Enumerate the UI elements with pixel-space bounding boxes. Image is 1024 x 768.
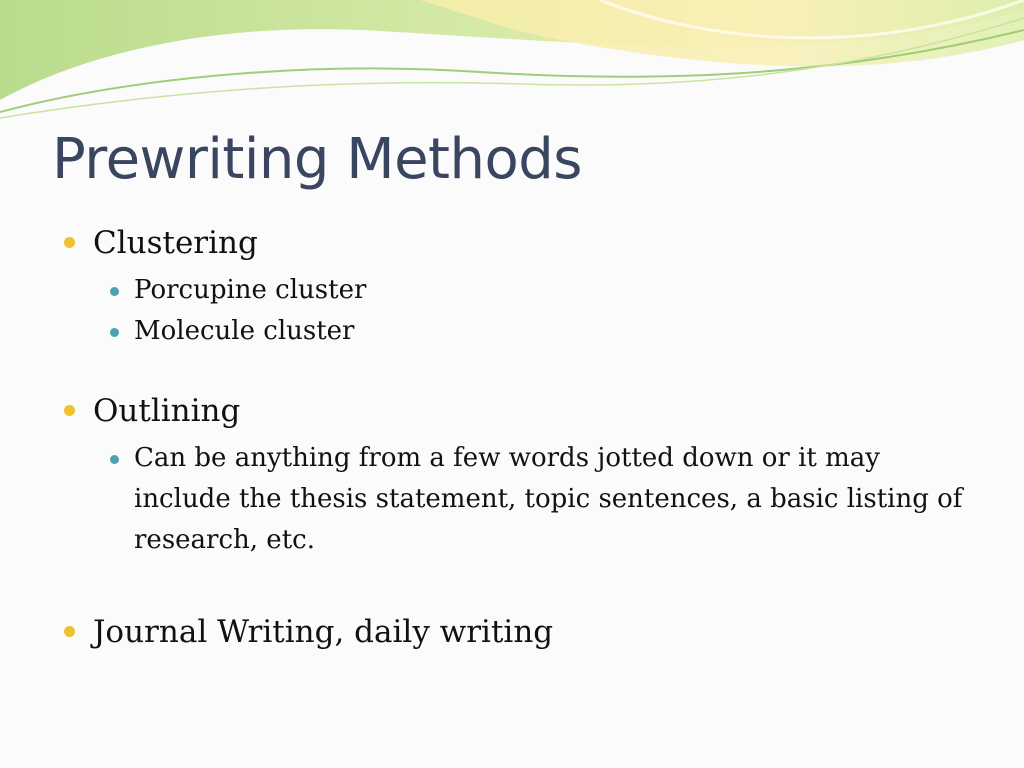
sub-bullet-text: Molecule cluster xyxy=(134,316,355,346)
sub-bullet-text: Porcupine cluster xyxy=(134,275,367,305)
bullet-dot-icon xyxy=(64,237,75,248)
bullet-dot-icon xyxy=(64,626,75,637)
sub-bullet-list xyxy=(104,438,980,561)
bullet-list xyxy=(60,224,980,651)
slide-title: Prewriting Methods xyxy=(52,127,582,192)
sub-bullet-dot-icon xyxy=(110,328,119,337)
bullet-text: Outlining xyxy=(93,393,241,429)
sub-bullet-dot-icon xyxy=(110,287,119,296)
sub-bullet-text: Can be anything from a few words jotted down or it may include the thesis statement, topic sentences, a basic listing of research, etc. xyxy=(134,443,963,555)
bullet-text: Journal Writing, daily writing xyxy=(93,614,554,650)
sub-bullet-porcupine xyxy=(104,270,964,311)
sub-bullet-dot-icon xyxy=(110,455,119,464)
sub-bullet-list xyxy=(104,270,980,352)
decorative-wave-banner xyxy=(0,0,1024,130)
bullet-outlining xyxy=(60,392,980,430)
bullet-text: Clustering xyxy=(93,225,258,261)
sub-bullet-molecule xyxy=(104,311,964,352)
bullet-dot-icon xyxy=(64,405,75,416)
bullet-clustering xyxy=(60,224,980,262)
sub-bullet-outlining-detail xyxy=(104,438,964,561)
bullet-journal-writing xyxy=(60,613,980,651)
